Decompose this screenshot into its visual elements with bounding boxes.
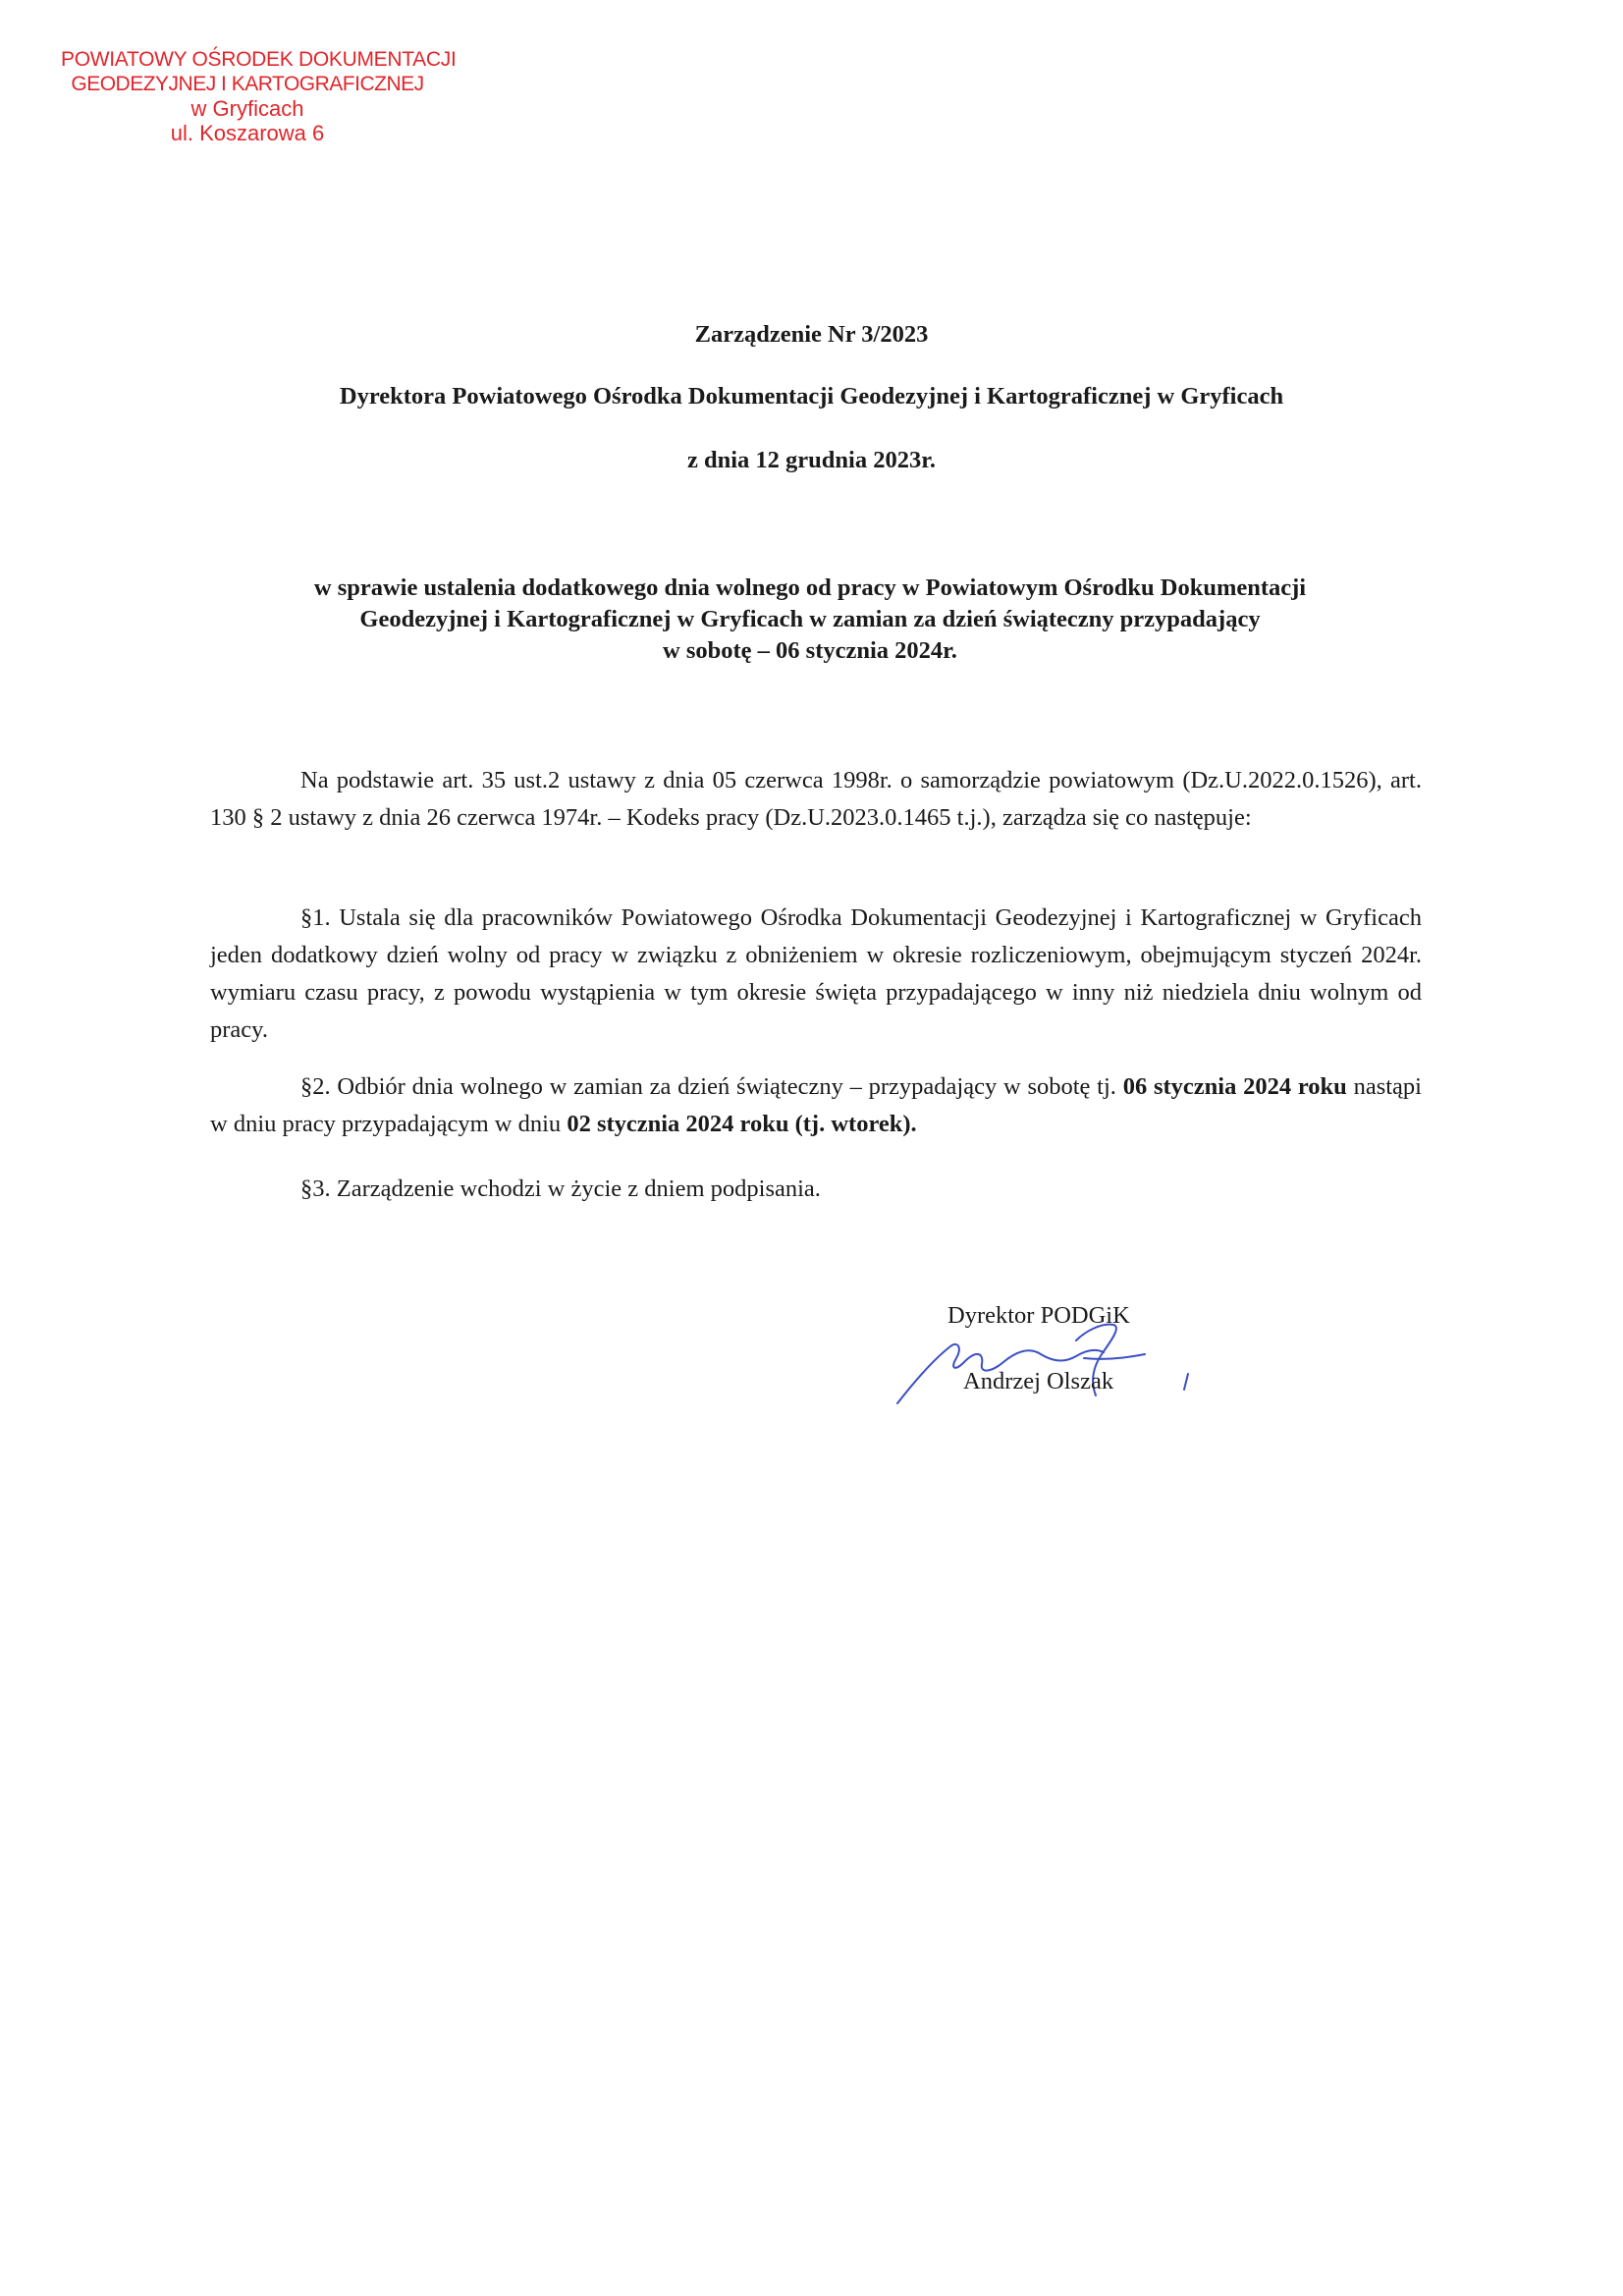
legal-basis-text: Na podstawie art. 35 ust.2 ustawy z dnia 05 czerwca 1998r. o samorządzie powiatowym (Dz.U.2022.0.1526), art. 130 § 2 ustawy z dnia 26 czerwca 1974r. – Kodeks pracy (Dz.U.2023.0.1465 t.j.), zarządza się co następuje: (210, 767, 1422, 831)
paragraph-2-date-off: 02 stycznia 2024 roku (tj. wtorek). (567, 1111, 917, 1137)
document-subject (196, 573, 1424, 667)
paragraph-1-text: §1. Ustala się dla pracowników Powiatowego Ośrodka Dokumentacji Geodezyjnej i Kartograficznej w Gryficach jeden dodatkowy dzień wolny od pracy w związku z obniżeniem w okresie rozliczeniowym, obejmującym styczeń 2024r. wymiaru czasu pracy, z powodu wystąpienia w tym okresie święta przypadającego w inny niż niedziela dniu wolnym od pracy. (210, 904, 1422, 1043)
paragraph-3 (210, 1171, 1422, 1208)
paragraph-2-date-holiday: 06 stycznia 2024 roku (1122, 1073, 1347, 1100)
document-date: z dnia 12 grudnia 2023r. (687, 447, 936, 473)
subject-line: w sprawie ustalenia dodatkowego dnia wolnego od pracy w Powiatowym Ośrodku Dokumentacji (313, 574, 1307, 601)
paragraph-1 (210, 900, 1422, 1049)
paragraph-2 (210, 1068, 1422, 1143)
stamp-line-office: POWIATOWY OŚRODEK DOKUMENTACJI (61, 48, 457, 71)
paragraph-3-text: §3. Zarządzenie wchodzi w życie z dniem podpisania. (300, 1175, 821, 1202)
signer-title: Dyrektor PODGiK (947, 1302, 1130, 1329)
paragraph-2-text (210, 1068, 1422, 1143)
document-title: Zarządzenie Nr 3/2023 (694, 321, 929, 348)
signer-name: Andrzej Olszak (963, 1368, 1114, 1394)
legal-basis (210, 762, 1422, 837)
office-stamp (61, 47, 457, 145)
document-issuer: Dyrektora Powiatowego Ośrodka Dokumentacji Geodezyjnej i Kartograficznej w Gryficach (339, 383, 1284, 410)
paragraph-2-part2: nastąpi w dniu pracy przypadającym w dniu (210, 1073, 1422, 1137)
subject-line: w sobotę – 06 stycznia 2024r. (663, 637, 957, 664)
paragraph-2-part1: §2. Odbiór dnia wolnego w zamian za dzień świąteczny – przypadający w sobotę tj. (300, 1073, 1123, 1100)
stamp-line-office-cont: GEODEZYJNEJ I KARTOGRAFICZNEJ (71, 73, 424, 95)
stamp-line-city: w Gryficach (190, 96, 304, 121)
subject-line: Geodezyjnej i Kartograficznej w Gryficach w zamian za dzień świąteczny przypadający (359, 606, 1261, 632)
stamp-line-address: ul. Koszarowa 6 (170, 121, 325, 145)
